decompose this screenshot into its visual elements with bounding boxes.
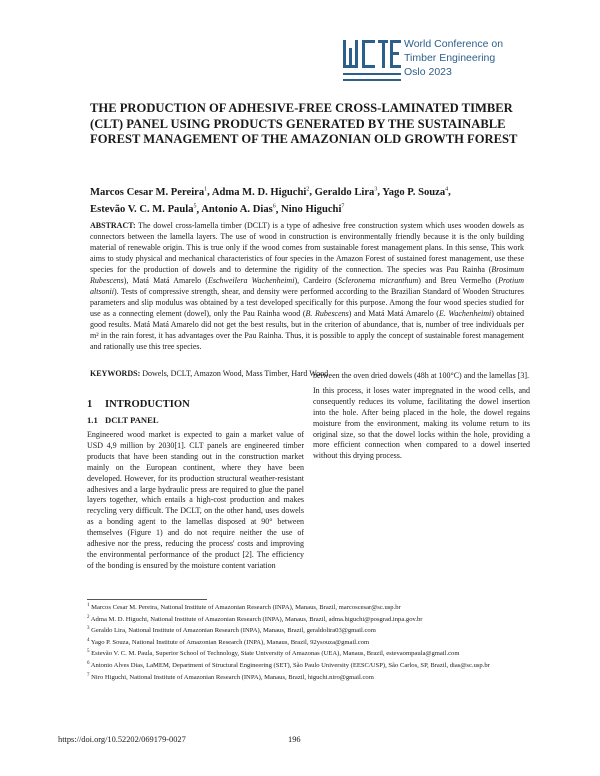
- keywords: KEYWORDS: Dowels, DCLT, Amazon Wood, Mass Timber, Hard Wood: [90, 369, 329, 378]
- conference-name: [404, 37, 554, 79]
- footnote: $^6$ Antonio Alves Dias, LaMEM, Department of Structural Engineering (SET), São Paulo University (EESC/USP), São Carlos, SP, Brazil, dias@sc.usp.br: [87, 660, 490, 670]
- footnote: $^5$ Estevão V. C. M. Paula, Superior School of Technology, State University of Amazonas (UEA), Manaus, Brazil, estevaompaula@gmail.com: [87, 649, 460, 658]
- keywords-label: KEYWORDS:: [90, 369, 141, 378]
- subsection-heading: 1.1 DCLT PANEL: [87, 415, 159, 425]
- author: Marcos Cesar M. Pereira$^1$: [90, 186, 208, 198]
- conference-line: Timber Engineering: [404, 52, 496, 64]
- section-heading: 1 INTRODUCTION: [87, 399, 190, 410]
- footnotes: [87, 601, 531, 682]
- doi-link[interactable]: https://doi.org/10.52202/069179-0027: [58, 735, 186, 744]
- author: Adma M. D. Higuchi$^2$: [211, 186, 310, 198]
- footnote: $^7$ Niro Higuchi, National Institute of Amazonian Research (INPA), Manaus, Brazil, higuchi.niro@gmail.com: [87, 672, 374, 681]
- conference-line: Oslo 2023: [404, 66, 452, 78]
- author: Antonio A. Dias$^6$: [201, 203, 276, 216]
- author-list: Marcos Cesar M. Pereira$^1$, Adma M. D. Higuchi$^2$, Geraldo Lira$^3$, Yago P. Souza$^4$, Estevão V. C. M. Paula$^5$, Antonio A. Dias$^6$, Nino Higuchi$^7$: [90, 186, 451, 216]
- footnote: $^4$ Yago P. Souza, National Institute of Amazonian Research (INPA), Manaus, Brazil, 92ysouza@gmail.com: [87, 637, 370, 646]
- author: Yago P. Souza$^4$: [382, 186, 449, 198]
- footnote: $^3$ Geraldo Lira, National Institute of Amazonian Research (INPA), Manaus, Brazil, geraldolira03@gmail.com: [87, 626, 376, 635]
- body-paragraph: In this process, it loses water impregnated in the wood cells, and consequently reduces its volume, facilitating the dowel insertion into the hole. After being placed in the hole, the dowel regains moisture from the environment, making its volume return to its original size, so that the dowel locks within the hole, providing a more efficient connection when compared to a dowel inserted without this drying process.: [313, 385, 530, 461]
- right-column: [313, 371, 530, 462]
- author: Estevão V. C. M. Paula$^5$: [90, 203, 197, 216]
- author: Geraldo Lira$^3$: [314, 186, 378, 198]
- abstract-label: ABSTRACT:: [90, 221, 136, 230]
- left-column: [87, 398, 304, 572]
- paper-title: THE PRODUCTION OF ADHESIVE-FREE CROSS-LAMINATED TIMBER (CLT) PANEL USING PRODUCTS GENERATED BY THE SUSTAINABLE FOREST MANAGEMENT OF THE AMAZONIAN OLD GROWTH FOREST: [90, 101, 518, 147]
- abstract: ABSTRACT: The dowel cross-lamella timber (DCLT) is a type of adhesive free construction system which uses wooden dowels as connectors between the lamella layers. The use of wood in construction is environmentally friendly because it is the only building material of renewable origin. This is true only if the wood comes from sustainable forest management plans. In this sense, This work aims to study physical and mechanical characteristics of four species in the Amazon Forest of sustained forest management, use these species for the production of dowels and to determine the rigidity of the connection. The species was Pau Rainha (Brosimum Rubescens), Matá Matá Amarelo (Eschweilera Wachenheimi), Cardeiro (Scleronema micranthum) and Breu Vermelho (Protium altsonii). Tests of compressive strength, shear, and density were performed according to the Brazilian Standard of Wooden Structures parameters and slip modulus was obtained by a test developed specifically for this purpose. Among the four wood species studied for use as a connecting element (dowel), only the Pau Rainha wood (B. Rubescens) and Matá Matá Amarelo (E. Wachenheimi) obtained good results. Matá Matá Amarelo did not get the best results, but in the criterion of abundance, that is, number of tree individuals per m² in the rain forest, it has advantages over the Pau Rainha. Thus, it is possible to apply the concept of sustainable forest management and rationally use this tree species.: [90, 221, 525, 351]
- wcte-logo: [343, 40, 401, 82]
- footnote: $^1$ Marcos Cesar M. Pereira, National Institute of Amazonian Research (INPA), Manaus, Brazil, marcoscesar@sc.usp.br: [87, 603, 401, 612]
- page-number: 196: [288, 735, 301, 744]
- author: Nino Higuchi$^7$: [281, 203, 345, 216]
- footnote: $^2$ Adma M. D. Higuchi, National Institute of Amazonian Research (INPA), Manaus, Brazil, adma.higuchi@posgrad.inpa.gov.br: [87, 614, 423, 623]
- footnote-divider: [87, 599, 207, 600]
- conference-line: World Conference on: [404, 38, 504, 50]
- body-paragraph: Engineered wood market is expected to gain a market value of USD 4,9 million by 2030[1]. CLT panels are engineered timber products that have been standing out in the construction market mainly on the European continent, where they have been developed. However, for its production structural weather-resistant adhesives and a large hydraulic press are required to glue the panel layers together, which entails a high-cost production and makes recycling very difficult. The DCLT, on the other hand, uses dowels as a bonding agent to the lamellas disposed at 90° between themselves (Figure 1) and do not require neither the use of adhesive nor the press, reducing the process' costs and improving the environmental performance of the product [2]. The efficiency of the bonding is ensured by the moisture content variation: [87, 430, 304, 570]
- body-paragraph: between the oven dried dowels (48h at 100°C) and the lamellas [3].: [313, 371, 530, 380]
